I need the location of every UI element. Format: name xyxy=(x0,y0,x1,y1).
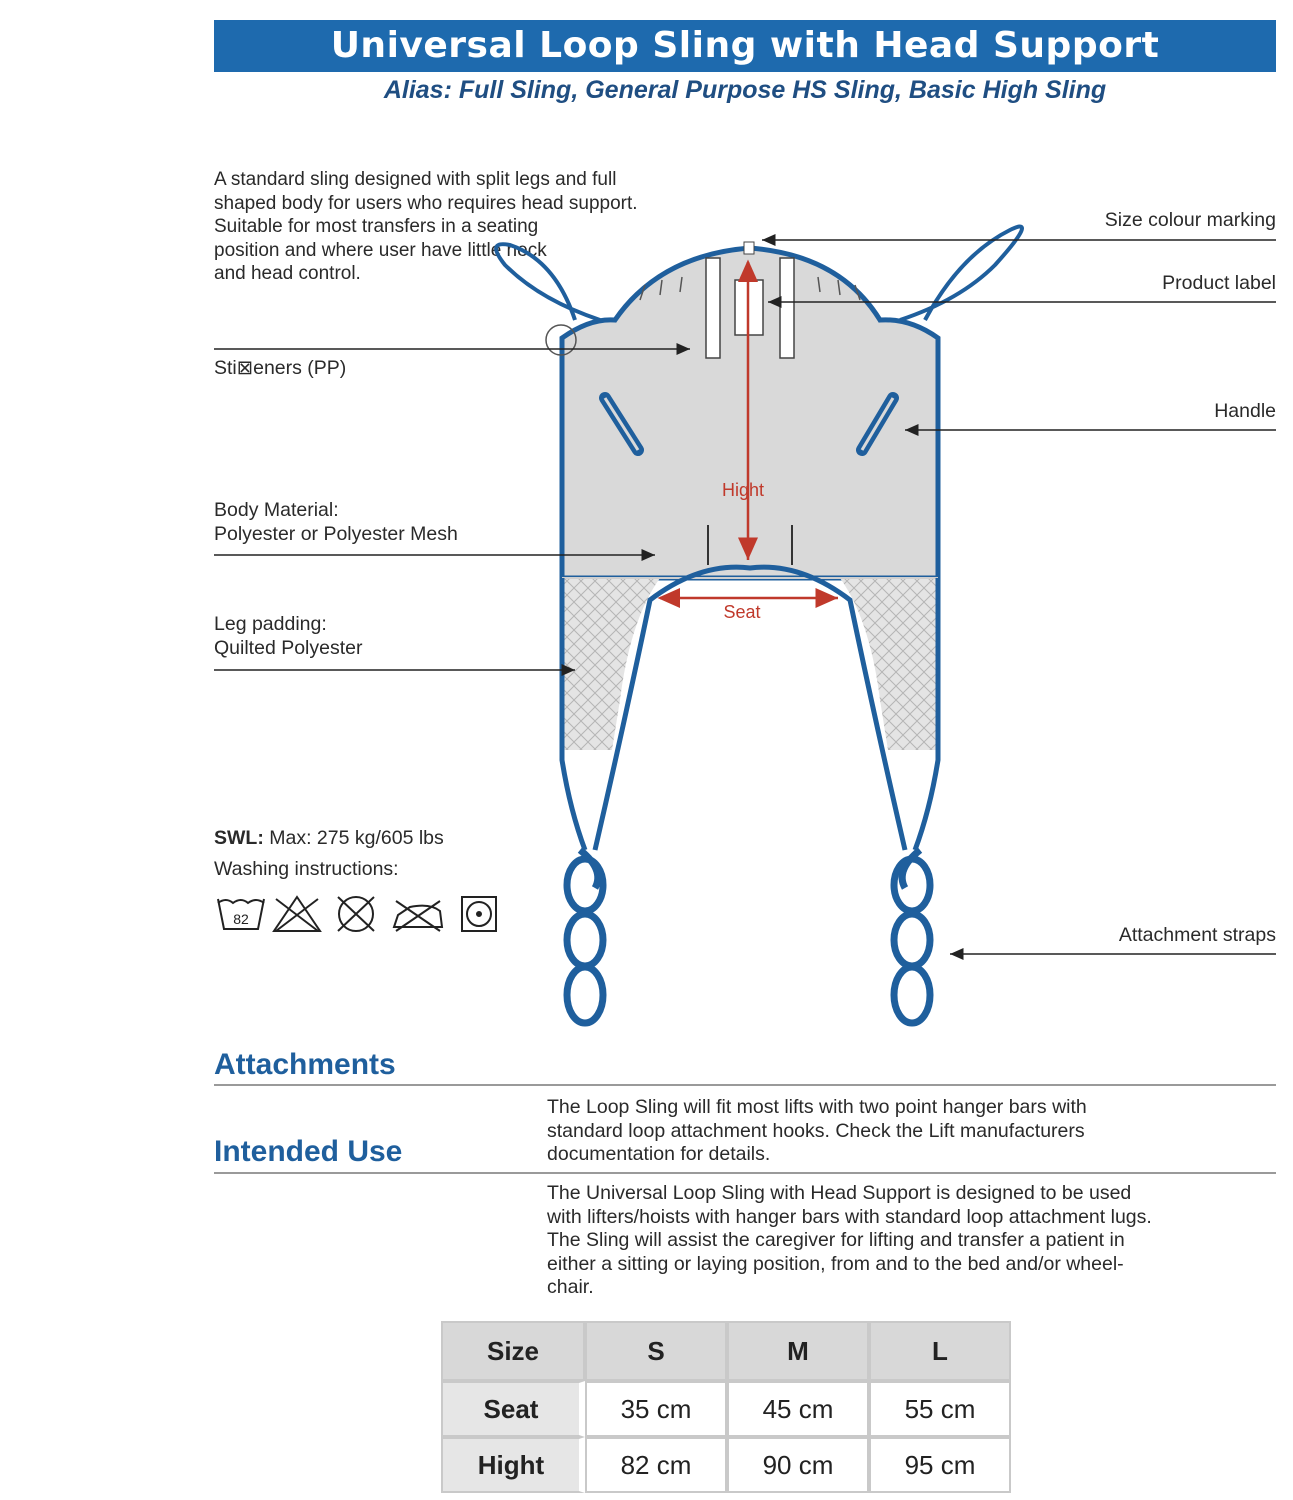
intended-use-line: The Sling will assist the caregiver for lifting and transfer a patient in xyxy=(547,1229,1125,1251)
table-row xyxy=(441,1381,1011,1437)
alias-subtitle: Alias: Full Sling, General Purpose HS Sling, Basic High Sling xyxy=(383,76,1107,104)
leg-padding-left xyxy=(562,578,660,750)
leg-padding-title: Leg padding: xyxy=(214,613,327,635)
divider xyxy=(214,1084,1276,1086)
table-cell: 55 cm xyxy=(869,1381,1011,1437)
attachment-strap-left xyxy=(567,850,603,1023)
attachments-text xyxy=(547,1096,1282,1167)
table-cell: 45 cm xyxy=(727,1381,869,1437)
table-cell: 90 cm xyxy=(727,1437,869,1493)
leg-padding-right xyxy=(840,578,938,750)
head-loop-left xyxy=(496,244,600,320)
attachments-line: The Loop Sling will fit most lifts with two point hanger bars with xyxy=(547,1096,1087,1118)
leg-padding-value: Quilted Polyester xyxy=(214,637,363,659)
table-row-header: Seat xyxy=(441,1381,585,1437)
table-header-cell: M xyxy=(727,1321,869,1381)
handle-label: Handle xyxy=(1214,400,1276,422)
description-line: A standard sling designed with split legs and full xyxy=(214,169,617,190)
attachments-heading: Attachments xyxy=(214,1048,396,1081)
divider xyxy=(214,1172,1276,1174)
height-measure-label: Hight xyxy=(721,480,765,500)
no-iron-icon xyxy=(394,901,442,931)
table-header-cell: S xyxy=(585,1321,727,1381)
table-cell: 35 cm xyxy=(585,1381,727,1437)
body-material-label xyxy=(214,498,458,546)
description-line: Suitable for most transfers in a seating xyxy=(214,216,539,237)
table-cell: 82 cm xyxy=(585,1437,727,1493)
table-row-header: Hight xyxy=(441,1437,585,1493)
attachments-line: standard loop attachment hooks. Check the Lift manufacturers xyxy=(547,1119,1085,1142)
table-header-cell: L xyxy=(869,1321,1011,1381)
attachment-straps-label: Attachment straps xyxy=(1118,924,1276,946)
description-line: position and where user have little neck xyxy=(214,239,547,261)
intended-use-text xyxy=(547,1182,1282,1300)
intended-use-line: either a sitting or laying position, from and to the bed and/or wheel- xyxy=(547,1252,1124,1275)
table-header-cell: Size xyxy=(441,1321,585,1381)
swl-line xyxy=(214,826,444,850)
intended-use-line: chair. xyxy=(547,1276,594,1298)
stiffener-right xyxy=(780,258,794,358)
page-title: Universal Loop Sling with Head Support xyxy=(214,20,1276,72)
stiffener-left xyxy=(706,258,720,358)
attachments-line: documentation for details. xyxy=(547,1143,771,1165)
attachment-strap-right xyxy=(894,850,930,1023)
wash-temp: 82 xyxy=(233,911,249,927)
table-row xyxy=(441,1437,1011,1493)
table-header-row xyxy=(441,1321,1011,1381)
stiffeners-label: Sti⊠eners (PP) xyxy=(214,357,347,379)
dry-clean-icon xyxy=(462,897,496,931)
table-cell: 95 cm xyxy=(869,1437,1011,1493)
intended-use-heading: Intended Use xyxy=(214,1135,403,1168)
swl-label: SWL: xyxy=(214,827,264,849)
description-line: and head control. xyxy=(214,263,361,284)
no-tumble-dry-icon xyxy=(338,897,374,931)
description-line: shaped body for users who requires head support. xyxy=(214,192,638,214)
body-material-value: Polyester or Polyester Mesh xyxy=(214,523,458,545)
swl-value: Max: 275 kg/605 lbs xyxy=(269,827,444,849)
no-bleach-icon xyxy=(274,897,320,931)
size-table xyxy=(441,1321,1011,1493)
seat-measure-label: Seat xyxy=(723,602,761,622)
washing-instructions-title: Washing instructions: xyxy=(214,858,399,880)
body-material-title: Body Material: xyxy=(214,499,339,521)
product-label-label: Product label xyxy=(1162,272,1276,294)
washing-icons xyxy=(216,893,506,935)
intended-use-line: The Universal Loop Sling with Head Support is designed to be used xyxy=(547,1182,1132,1204)
leg-padding-label xyxy=(214,612,363,660)
intended-use-line: with lifters/hoists with hanger bars with standard loop attachment lugs. xyxy=(547,1205,1152,1228)
wash-82-icon xyxy=(218,899,264,929)
size-colour-marking-label: Size colour marking xyxy=(1104,209,1276,231)
